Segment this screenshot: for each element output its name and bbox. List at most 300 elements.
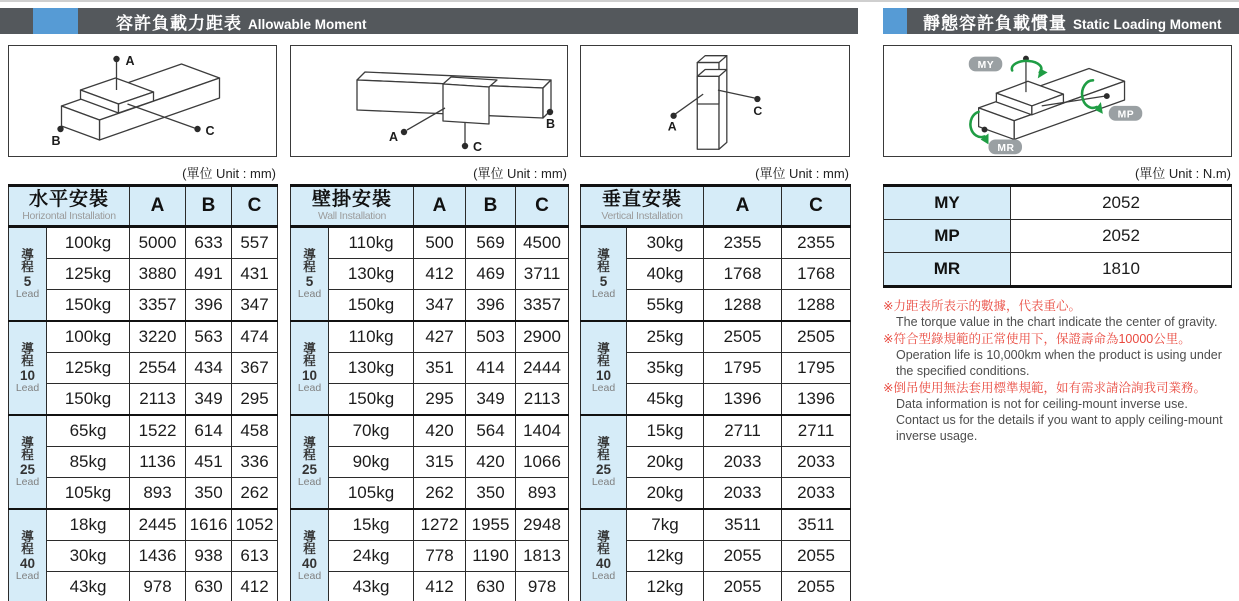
section-header-static-moment xyxy=(883,8,1239,34)
wall-moment-table-container xyxy=(290,184,568,601)
lead-zh-char: 導 xyxy=(303,247,316,262)
value-cell: 347 xyxy=(414,290,466,322)
value-cell: 2444 xyxy=(516,353,569,384)
moment-table-wall xyxy=(290,184,569,601)
value-cell: 2055 xyxy=(782,572,851,601)
value-cell: 3511 xyxy=(782,509,851,541)
lead-zh-char: 程 xyxy=(303,354,316,369)
table-head xyxy=(581,186,851,227)
lead-zh-char: 程 xyxy=(597,542,610,557)
load-cell: 20kg xyxy=(627,447,704,478)
lead-cell xyxy=(291,509,329,601)
value-cell: 1436 xyxy=(130,541,186,572)
value-cell: 295 xyxy=(414,384,466,416)
moment-table-horizontal xyxy=(8,184,278,601)
lead-zh-char: 導 xyxy=(21,341,34,356)
column-header-a: A xyxy=(130,186,186,227)
side-rail-icon xyxy=(291,46,567,156)
load-cell: 45kg xyxy=(627,384,704,416)
lead-en-label: Lead xyxy=(15,381,40,394)
load-cell: 130kg xyxy=(329,259,414,290)
load-cell: 12kg xyxy=(627,572,704,601)
lead-zh-char: 導 xyxy=(303,341,316,356)
table-row xyxy=(291,321,569,353)
load-cell: 110kg xyxy=(329,227,414,259)
value-cell: 2113 xyxy=(130,384,186,416)
point-c-label: C xyxy=(753,103,763,118)
table-row xyxy=(9,415,278,447)
value-cell: 1288 xyxy=(782,290,851,322)
value-cell: 2055 xyxy=(704,541,782,572)
value-cell: 630 xyxy=(466,572,516,601)
table-row xyxy=(581,415,851,447)
value-cell: 2948 xyxy=(516,509,569,541)
lead-en-label: Lead xyxy=(15,475,40,488)
point-c-label: C xyxy=(473,140,483,154)
value-cell: 427 xyxy=(414,321,466,353)
lead-cell xyxy=(291,227,329,322)
value-cell: 1396 xyxy=(704,384,782,416)
load-cell: 18kg xyxy=(47,509,130,541)
lead-en-label: Lead xyxy=(297,381,322,394)
lead-zh-char: 程 xyxy=(303,260,316,275)
table-row xyxy=(9,227,278,259)
table-head xyxy=(9,186,278,227)
table-row xyxy=(291,259,569,290)
section-title xyxy=(116,9,367,34)
note xyxy=(883,380,1232,444)
column-header-c: C xyxy=(782,186,851,227)
value-cell: 2505 xyxy=(704,321,782,353)
column-header-b: B xyxy=(466,186,516,227)
panel-static-loading xyxy=(883,45,1232,445)
load-cell: 150kg xyxy=(329,384,414,416)
note-zh: ※符合型錄規範的正常使用下，保證壽命為10000公里。 xyxy=(883,332,1191,346)
note xyxy=(883,298,1232,330)
vertical-rail-icon xyxy=(581,46,849,156)
value-cell: 1190 xyxy=(466,541,516,572)
value-cell: 1396 xyxy=(782,384,851,416)
section-header-allowable-moment xyxy=(0,8,858,34)
value-cell: 350 xyxy=(186,478,232,510)
load-cell: 7kg xyxy=(627,509,704,541)
value-cell: 262 xyxy=(232,478,278,510)
lead-zh-char: 程 xyxy=(21,448,34,463)
value-cell: 938 xyxy=(186,541,232,572)
header-row xyxy=(581,186,851,227)
blue-accent-square xyxy=(33,8,78,34)
value-cell: 614 xyxy=(186,415,232,447)
section-title xyxy=(923,9,1222,34)
lead-cell xyxy=(581,509,627,601)
table-row xyxy=(9,384,278,416)
header-row xyxy=(9,186,278,227)
value-cell: 630 xyxy=(186,572,232,601)
install-title-en: Vertical Installation xyxy=(601,210,683,223)
load-cell: 130kg xyxy=(329,353,414,384)
wall-install-diagram xyxy=(290,45,568,157)
moment-table-vertical xyxy=(580,184,851,601)
load-cell: 125kg xyxy=(47,259,130,290)
table-row xyxy=(9,447,278,478)
lead-zh-char: 導 xyxy=(597,529,610,544)
value-cell: 563 xyxy=(186,321,232,353)
load-cell: 65kg xyxy=(47,415,130,447)
moment-value: 2052 xyxy=(1011,220,1232,253)
moment-axis-label: MP xyxy=(884,220,1011,253)
horizontal-moment-table-container xyxy=(8,184,277,601)
load-cell: 25kg xyxy=(627,321,704,353)
lead-number: 40 xyxy=(301,556,318,572)
value-cell: 5000 xyxy=(130,227,186,259)
column-header-a: A xyxy=(414,186,466,227)
load-cell: 30kg xyxy=(47,541,130,572)
panel-horizontal-installation xyxy=(8,45,277,601)
value-cell: 262 xyxy=(414,478,466,510)
table-row xyxy=(291,509,569,541)
header-row xyxy=(291,186,569,227)
value-cell: 2033 xyxy=(782,478,851,510)
value-cell: 2711 xyxy=(782,415,851,447)
lead-en-label: Lead xyxy=(15,569,40,582)
table-row xyxy=(884,186,1232,220)
lead-zh-char: 程 xyxy=(21,260,34,275)
value-cell: 3357 xyxy=(130,290,186,322)
value-cell: 336 xyxy=(232,447,278,478)
lead-en-label: Lead xyxy=(15,287,40,300)
load-cell: 35kg xyxy=(627,353,704,384)
table-row xyxy=(9,572,278,601)
lead-zh-char: 導 xyxy=(21,247,34,262)
isometric-rail-icon xyxy=(9,46,276,156)
column-header-c: C xyxy=(232,186,278,227)
lead-number: 25 xyxy=(19,462,36,478)
point-a-label: A xyxy=(389,130,399,144)
value-cell: 474 xyxy=(232,321,278,353)
load-cell: 150kg xyxy=(47,384,130,416)
value-cell: 978 xyxy=(130,572,186,601)
lead-zh-char: 程 xyxy=(597,448,610,463)
install-title-cell xyxy=(581,186,704,227)
top-divider xyxy=(0,0,1239,2)
value-cell: 351 xyxy=(414,353,466,384)
lead-cell xyxy=(291,321,329,415)
value-cell: 367 xyxy=(232,353,278,384)
lead-cell xyxy=(9,415,47,509)
value-cell: 412 xyxy=(414,572,466,601)
load-cell: 105kg xyxy=(329,478,414,510)
value-cell: 1813 xyxy=(516,541,569,572)
note xyxy=(883,331,1232,379)
lead-en-label: Lead xyxy=(297,475,322,488)
section-title-zh: 容許負載力距表 xyxy=(116,13,242,33)
table-head xyxy=(291,186,569,227)
lead-zh-char: 程 xyxy=(21,354,34,369)
lead-cell xyxy=(291,415,329,509)
load-cell: 70kg xyxy=(329,415,414,447)
load-cell: 100kg xyxy=(47,227,130,259)
load-cell: 110kg xyxy=(329,321,414,353)
table-row xyxy=(291,353,569,384)
column-header-a: A xyxy=(704,186,782,227)
lead-zh-char: 程 xyxy=(303,542,316,557)
load-cell: 12kg xyxy=(627,541,704,572)
table-row xyxy=(884,253,1232,287)
value-cell: 349 xyxy=(186,384,232,416)
point-a-label: A xyxy=(667,119,677,134)
install-title-zh: 壁掛安裝 xyxy=(312,188,393,210)
value-cell: 2113 xyxy=(516,384,569,416)
point-c-label: C xyxy=(205,124,215,138)
lead-zh-char: 導 xyxy=(597,247,610,262)
panel-vertical-installation xyxy=(580,45,850,601)
load-cell: 105kg xyxy=(47,478,130,510)
value-cell: 1795 xyxy=(782,353,851,384)
value-cell: 778 xyxy=(414,541,466,572)
value-cell: 1404 xyxy=(516,415,569,447)
value-cell: 350 xyxy=(466,478,516,510)
value-cell: 978 xyxy=(516,572,569,601)
value-cell: 412 xyxy=(232,572,278,601)
load-cell: 150kg xyxy=(47,290,130,322)
table-body xyxy=(581,227,851,601)
lead-number: 10 xyxy=(19,368,36,384)
mr-label: MR xyxy=(997,142,1015,154)
value-cell: 431 xyxy=(232,259,278,290)
table-row xyxy=(9,259,278,290)
load-cell: 43kg xyxy=(329,572,414,601)
value-cell: 3357 xyxy=(516,290,569,322)
value-cell: 2055 xyxy=(782,541,851,572)
load-cell: 15kg xyxy=(329,509,414,541)
value-cell: 2033 xyxy=(704,447,782,478)
install-title-zh: 水平安裝 xyxy=(28,188,109,210)
section-title-en: Static Loading Moment xyxy=(1073,16,1222,32)
lead-en-label: Lead xyxy=(297,569,322,582)
lead-zh-char: 程 xyxy=(597,260,610,275)
column-header-b: B xyxy=(186,186,232,227)
table-row xyxy=(9,478,278,510)
value-cell: 503 xyxy=(466,321,516,353)
table-row xyxy=(291,415,569,447)
lead-number: 40 xyxy=(19,556,36,572)
table-row xyxy=(884,220,1232,253)
value-cell: 2711 xyxy=(704,415,782,447)
lead-zh-char: 導 xyxy=(21,529,34,544)
lead-zh-char: 導 xyxy=(597,341,610,356)
value-cell: 414 xyxy=(466,353,516,384)
value-cell: 4500 xyxy=(516,227,569,259)
lead-en-label: Lead xyxy=(591,569,616,582)
install-title-zh: 垂直安裝 xyxy=(601,188,682,210)
load-cell: 30kg xyxy=(627,227,704,259)
point-b-label: B xyxy=(51,134,61,148)
load-cell: 150kg xyxy=(329,290,414,322)
value-cell: 3880 xyxy=(130,259,186,290)
install-title-cell xyxy=(291,186,414,227)
note-en: The torque value in the chart indicate the center of gravity. xyxy=(896,315,1218,329)
moment-value: 1810 xyxy=(1011,253,1232,287)
lead-zh-char: 導 xyxy=(303,529,316,544)
load-cell: 85kg xyxy=(47,447,130,478)
lead-cell xyxy=(9,227,47,322)
section-title-en: Allowable Moment xyxy=(248,16,367,32)
note-en: Data information is not for ceiling-mount inverse use. Contact us for the details if you want to apply ceiling-mount inverse usage. xyxy=(896,397,1223,443)
lead-en-label: Lead xyxy=(591,475,616,488)
value-cell: 1955 xyxy=(466,509,516,541)
lead-cell xyxy=(581,321,627,415)
table-row xyxy=(9,541,278,572)
moment-value: 2052 xyxy=(1011,186,1232,220)
vertical-install-diagram xyxy=(580,45,850,157)
load-cell: 43kg xyxy=(47,572,130,601)
value-cell: 1616 xyxy=(186,509,232,541)
value-cell: 1522 xyxy=(130,415,186,447)
value-cell: 469 xyxy=(466,259,516,290)
unit-label-mm: (單位 Unit : mm) xyxy=(755,166,849,181)
value-cell: 2445 xyxy=(130,509,186,541)
load-cell: 90kg xyxy=(329,447,414,478)
static-loading-table xyxy=(883,184,1232,288)
lead-number: 5 xyxy=(23,274,32,290)
value-cell: 2355 xyxy=(782,227,851,259)
value-cell: 1768 xyxy=(704,259,782,290)
panel-wall-installation xyxy=(290,45,568,601)
value-cell: 420 xyxy=(414,415,466,447)
table-row xyxy=(9,290,278,322)
lead-number: 10 xyxy=(301,368,318,384)
table-row xyxy=(291,541,569,572)
lead-zh-char: 導 xyxy=(21,435,34,450)
value-cell: 557 xyxy=(232,227,278,259)
load-cell: 15kg xyxy=(627,415,704,447)
table-body xyxy=(291,227,569,601)
mp-label: MP xyxy=(1117,109,1135,121)
load-cell: 55kg xyxy=(627,290,704,322)
load-cell: 24kg xyxy=(329,541,414,572)
load-cell: 40kg xyxy=(627,259,704,290)
lead-zh-char: 導 xyxy=(597,435,610,450)
table-row xyxy=(581,509,851,541)
value-cell: 2055 xyxy=(704,572,782,601)
value-cell: 349 xyxy=(466,384,516,416)
install-title-en: Wall Installation xyxy=(317,210,387,223)
lead-number: 25 xyxy=(595,462,612,478)
install-title-cell xyxy=(9,186,130,227)
value-cell: 2033 xyxy=(704,478,782,510)
lead-zh-char: 程 xyxy=(21,542,34,557)
table-row xyxy=(291,572,569,601)
value-cell: 500 xyxy=(414,227,466,259)
value-cell: 1288 xyxy=(704,290,782,322)
value-cell: 613 xyxy=(232,541,278,572)
value-cell: 2554 xyxy=(130,353,186,384)
blue-accent-square xyxy=(883,8,907,34)
value-cell: 2355 xyxy=(704,227,782,259)
value-cell: 1272 xyxy=(414,509,466,541)
unit-label-mm: (單位 Unit : mm) xyxy=(182,166,276,181)
table-row xyxy=(9,509,278,541)
value-cell: 564 xyxy=(466,415,516,447)
table-row xyxy=(291,290,569,322)
column-header-c: C xyxy=(516,186,569,227)
value-cell: 3511 xyxy=(704,509,782,541)
value-cell: 315 xyxy=(414,447,466,478)
moment-axis-label: MR xyxy=(884,253,1011,287)
lead-number: 25 xyxy=(301,462,318,478)
lead-cell xyxy=(581,227,627,322)
lead-en-label: Lead xyxy=(591,287,616,300)
value-cell: 491 xyxy=(186,259,232,290)
value-cell: 1052 xyxy=(232,509,278,541)
table-row xyxy=(291,478,569,510)
table-row xyxy=(581,321,851,353)
moment-axes-diagram xyxy=(883,45,1232,157)
lead-en-label: Lead xyxy=(297,287,322,300)
value-cell: 2900 xyxy=(516,321,569,353)
value-cell: 451 xyxy=(186,447,232,478)
value-cell: 1768 xyxy=(782,259,851,290)
lead-cell xyxy=(9,509,47,601)
table-row xyxy=(291,227,569,259)
value-cell: 2033 xyxy=(782,447,851,478)
vertical-moment-table-container xyxy=(580,184,850,601)
value-cell: 434 xyxy=(186,353,232,384)
value-cell: 396 xyxy=(186,290,232,322)
table-body xyxy=(9,227,278,601)
unit-label-mm: (單位 Unit : mm) xyxy=(473,166,567,181)
table-row xyxy=(9,321,278,353)
value-cell: 3220 xyxy=(130,321,186,353)
unit-label-nm: (單位 Unit : N.m) xyxy=(1134,166,1231,181)
lead-number: 5 xyxy=(305,274,314,290)
lead-number: 40 xyxy=(595,556,612,572)
value-cell: 1066 xyxy=(516,447,569,478)
my-label: MY xyxy=(977,59,995,71)
point-a-label: A xyxy=(125,54,135,68)
lead-number: 5 xyxy=(599,274,608,290)
value-cell: 1795 xyxy=(704,353,782,384)
lead-cell xyxy=(9,321,47,415)
table-row xyxy=(9,353,278,384)
lead-zh-char: 程 xyxy=(303,448,316,463)
load-cell: 20kg xyxy=(627,478,704,510)
moment-axes-icon xyxy=(884,46,1231,156)
value-cell: 420 xyxy=(466,447,516,478)
value-cell: 458 xyxy=(232,415,278,447)
value-cell: 569 xyxy=(466,227,516,259)
value-cell: 347 xyxy=(232,290,278,322)
value-cell: 1136 xyxy=(130,447,186,478)
load-cell: 100kg xyxy=(47,321,130,353)
lead-number: 10 xyxy=(595,368,612,384)
note-en: Operation life is 10,000km when the product is using under the specified conditions. xyxy=(896,348,1222,378)
table-row xyxy=(581,227,851,259)
load-cell: 125kg xyxy=(47,353,130,384)
footnotes xyxy=(883,298,1232,444)
table-row xyxy=(291,384,569,416)
value-cell: 412 xyxy=(414,259,466,290)
value-cell: 295 xyxy=(232,384,278,416)
horizontal-install-diagram xyxy=(8,45,277,157)
value-cell: 893 xyxy=(130,478,186,510)
table-row xyxy=(291,447,569,478)
section-title-zh: 靜態容許負載慣量 xyxy=(923,13,1067,33)
point-b-label: B xyxy=(546,117,556,131)
lead-en-label: Lead xyxy=(591,381,616,394)
moment-axis-label: MY xyxy=(884,186,1011,220)
value-cell: 396 xyxy=(466,290,516,322)
